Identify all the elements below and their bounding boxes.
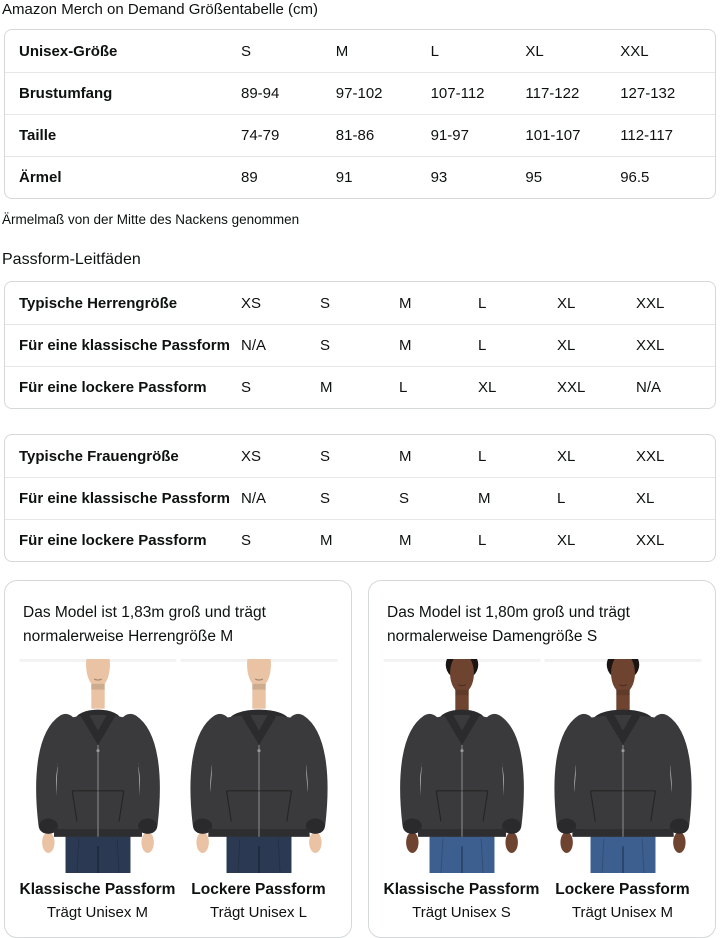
value-cell: 89-94 xyxy=(241,85,280,102)
size-cell: XL xyxy=(525,42,544,60)
womens-fit-table xyxy=(4,434,716,562)
page-title: Amazon Merch on Demand Größentabelle (cm) xyxy=(2,1,318,18)
table-row xyxy=(5,282,715,324)
value-cell: 97-102 xyxy=(335,85,383,102)
table-row xyxy=(5,366,715,408)
table-row xyxy=(5,156,715,198)
value-cell: M xyxy=(399,294,412,312)
table-row xyxy=(5,30,715,72)
mens-fit-table xyxy=(4,281,716,409)
fit-label: Klassische Passform xyxy=(19,881,176,898)
womens-model-card xyxy=(368,580,716,938)
value-cell: S xyxy=(241,532,252,549)
value-cell: S xyxy=(241,379,252,396)
fit-guides-heading: Passform-Leitfäden xyxy=(2,251,141,268)
value-cell: XL xyxy=(557,532,576,549)
value-cell: XXL xyxy=(636,447,665,465)
model-figure-classic xyxy=(17,659,178,921)
value-cell: L xyxy=(399,379,408,396)
value-cell: L xyxy=(478,337,487,354)
model-figures xyxy=(381,659,703,921)
value-cell: L xyxy=(478,294,487,312)
size-cell: XXL xyxy=(620,42,649,60)
value-cell: XL xyxy=(636,490,655,507)
value-cell: L xyxy=(557,490,566,507)
value-cell: XS xyxy=(241,447,262,465)
value-cell: M xyxy=(320,532,333,549)
model-cards xyxy=(4,580,716,938)
row-label: Typische Frauengröße xyxy=(19,447,179,465)
value-cell: XXL xyxy=(636,337,665,354)
value-cell: M xyxy=(320,379,333,396)
value-cell: L xyxy=(478,532,487,549)
size-label: Trägt Unisex S xyxy=(412,904,511,921)
model-photo xyxy=(180,659,338,873)
mens-model-card xyxy=(4,580,352,938)
fit-label: Lockere Passform xyxy=(191,881,326,898)
value-cell: 81-86 xyxy=(335,127,375,144)
value-cell: M xyxy=(478,490,491,507)
row-label: Für eine lockere Passform xyxy=(19,379,207,396)
value-cell: S xyxy=(399,490,410,507)
value-cell: XL xyxy=(478,379,497,396)
value-cell: S xyxy=(320,447,331,465)
row-label: Ärmel xyxy=(19,169,62,186)
table-row xyxy=(5,435,715,477)
value-cell: XXL xyxy=(636,294,665,312)
value-cell: 107-112 xyxy=(430,85,485,102)
unisex-size-table xyxy=(4,29,716,199)
row-label: Unisex-Größe xyxy=(19,42,118,60)
row-label: Für eine klassische Passform xyxy=(19,337,230,354)
size-cell: S xyxy=(241,42,252,60)
model-figure-loose xyxy=(542,659,703,921)
size-label: Trägt Unisex M xyxy=(46,904,149,921)
value-cell: 96.5 xyxy=(620,169,650,186)
value-cell: N/A xyxy=(241,337,267,354)
table-row xyxy=(5,477,715,519)
row-label: Typische Herrengröße xyxy=(19,294,178,312)
value-cell: 91 xyxy=(335,169,353,186)
value-cell: XL xyxy=(557,447,576,465)
row-label: Für eine lockere Passform xyxy=(19,532,207,549)
size-cell: M xyxy=(335,42,349,60)
table-row xyxy=(5,519,715,561)
value-cell: M xyxy=(399,337,412,354)
table-row xyxy=(5,72,715,114)
value-cell: N/A xyxy=(636,379,662,396)
model-figure-loose xyxy=(178,659,339,921)
fit-label: Lockere Passform xyxy=(555,881,690,898)
value-cell: XXL xyxy=(557,379,586,396)
size-label: Trägt Unisex M xyxy=(571,904,674,921)
value-cell: 112-117 xyxy=(620,127,674,144)
row-label: Taille xyxy=(19,127,57,144)
size-label: Trägt Unisex L xyxy=(210,904,307,921)
value-cell: 89 xyxy=(241,169,258,186)
value-cell: XS xyxy=(241,294,262,312)
model-description: Das Model ist 1,80m groß und trägt normalerweise Damengröße S xyxy=(387,604,630,645)
row-label: Für eine klassische Passform xyxy=(19,490,230,507)
value-cell: 127-132 xyxy=(620,85,676,102)
model-photo xyxy=(383,659,541,873)
value-cell: M xyxy=(399,447,412,465)
value-cell: S xyxy=(320,294,331,312)
table-row xyxy=(5,324,715,366)
value-cell: S xyxy=(320,337,331,354)
value-cell: M xyxy=(399,532,412,549)
value-cell: S xyxy=(320,490,331,507)
value-cell: L xyxy=(478,447,487,465)
value-cell: 93 xyxy=(430,169,448,186)
value-cell: 117-122 xyxy=(525,85,580,102)
value-cell: 74-79 xyxy=(241,127,280,144)
fit-label: Klassische Passform xyxy=(383,881,540,898)
model-photo xyxy=(544,659,702,873)
row-label: Brustumfang xyxy=(19,85,113,102)
model-figure-classic xyxy=(381,659,542,921)
table-row xyxy=(5,114,715,156)
value-cell: XXL xyxy=(636,532,665,549)
sleeve-measure-note: Ärmelmaß von der Mitte des Nackens genommen xyxy=(2,212,300,227)
value-cell: N/A xyxy=(241,490,267,507)
model-photo xyxy=(19,659,177,873)
model-figures xyxy=(17,659,339,921)
value-cell: XL xyxy=(557,337,576,354)
value-cell: 95 xyxy=(525,169,543,186)
value-cell: XL xyxy=(557,294,576,312)
value-cell: 91-97 xyxy=(430,127,469,144)
value-cell: 101-107 xyxy=(525,127,581,144)
size-cell: L xyxy=(430,42,439,60)
model-description: Das Model ist 1,83m groß und trägt normalerweise Herrengröße M xyxy=(23,604,266,645)
